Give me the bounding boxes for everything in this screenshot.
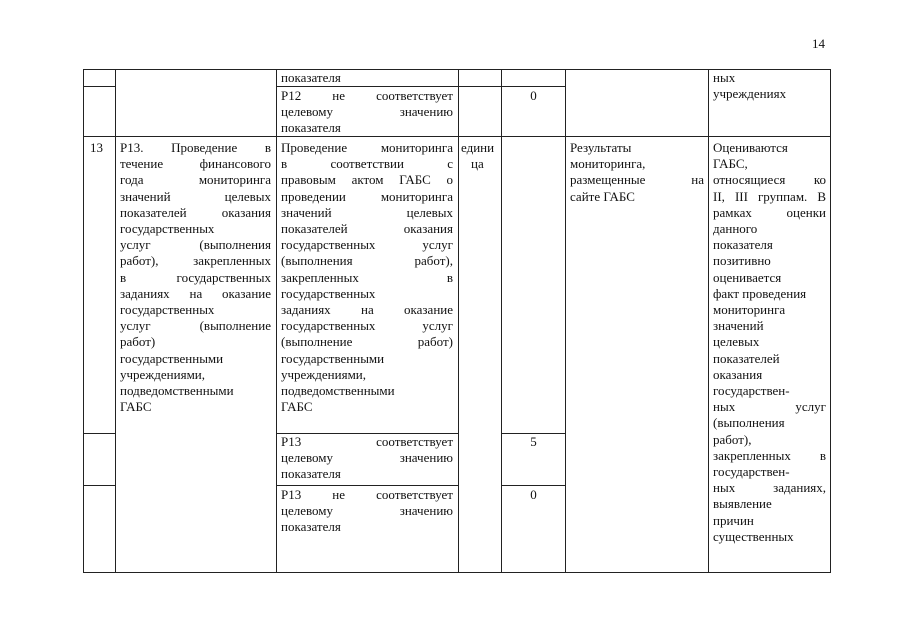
cell-line: показателя (281, 70, 341, 85)
cell-line: показателей оказания (120, 204, 271, 220)
cell-line: учреждениями, (120, 366, 206, 382)
cell-line: работ), (713, 431, 752, 447)
cell-line: (выполнения (713, 415, 785, 431)
score-cell-p13-not-meets (502, 487, 565, 503)
indicator-name-cell (120, 140, 271, 415)
cell-line: едини (461, 140, 495, 155)
cell-line: услуг (выполнения (120, 237, 271, 253)
row-divider (83, 433, 115, 434)
cell-line: государствен- (713, 464, 790, 480)
cell-line: в соответствии с (281, 156, 453, 172)
cell-line: государственными (120, 350, 224, 366)
score-value: 0 (530, 487, 537, 502)
cell-line: факт проведения (713, 285, 807, 301)
cell-line: государственных (281, 285, 376, 301)
cell-line: Оцениваются (713, 140, 788, 155)
cell-line: подведомственными (281, 383, 395, 399)
row-divider (83, 485, 115, 486)
cell-line: государственных (120, 221, 215, 237)
comment-cell (713, 140, 826, 545)
cell-line: государственных услуг (281, 237, 453, 253)
cell-line: показателя (713, 237, 773, 253)
column-divider (115, 69, 116, 573)
cell-line: проведении мониторинга (281, 188, 453, 204)
cell-line: ных (713, 70, 736, 85)
cell-line: заданиях на оказание (281, 302, 453, 318)
cell-line: II, III группам. В (713, 188, 826, 204)
cell-line: Проведение мониторинга (281, 140, 453, 155)
cell-line: закрепленных в (281, 269, 453, 285)
cell-line: данного (713, 221, 758, 237)
cell-line: заданиях на оказание (120, 285, 271, 301)
cell-line: Р13 не соответствует (281, 487, 453, 502)
cell-line: показателей оказания (281, 221, 453, 237)
cell-line: показателя (281, 466, 341, 482)
cell-line: целевому значению (281, 104, 453, 120)
cell-line: размещенные на (570, 172, 704, 188)
table-border-left (83, 69, 84, 573)
cell-line: в государственных (120, 269, 271, 285)
column-divider (458, 69, 459, 573)
cell-line: ГАБС (120, 399, 152, 415)
cell-line: целевому значению (281, 450, 453, 466)
cell-line: правовым актом ГАБС о (281, 172, 453, 188)
cell-line: работ), закрепленных (120, 253, 271, 269)
column-divider (708, 69, 709, 573)
cell-line: мониторинга, (570, 156, 646, 172)
score-value: 5 (530, 434, 537, 449)
cell-line: ГАБС (281, 399, 313, 415)
criteria-cell-p13-meets (281, 434, 453, 483)
criteria-cell-p13-not-meets (281, 487, 453, 536)
cell-line: Р13 соответствует (281, 434, 453, 449)
cell-line: причин (713, 512, 754, 528)
cell-line: ца (471, 156, 484, 172)
cell-line: ГАБС, (713, 156, 748, 172)
cell-line: существенных (713, 528, 794, 544)
cell-line: оценивается (713, 269, 782, 285)
score-value: 0 (530, 88, 537, 103)
row-divider (501, 485, 565, 486)
criteria-cell-continued (281, 70, 453, 86)
cell-line: ных заданиях, (713, 480, 826, 496)
comment-cell-continued (713, 70, 827, 102)
row-divider (83, 136, 831, 137)
cell-line: подведомственными (120, 383, 234, 399)
cell-line: (выполнение работ) (281, 334, 453, 350)
cell-line: учреждениями, (281, 366, 367, 382)
cell-line: услуг (выполнение (120, 318, 271, 334)
cell-line: сайте ГАБС (570, 188, 635, 204)
cell-line: государственными (281, 350, 385, 366)
cell-line: (выполнения работ), (281, 253, 453, 269)
score-cell-p12 (502, 88, 565, 104)
cell-line: относящиеся ко (713, 172, 826, 188)
score-cell-p13-meets (502, 434, 565, 450)
cell-line: целевых (713, 334, 760, 350)
cell-line: показателя (281, 120, 341, 136)
cell-line: государственных услуг (281, 318, 453, 334)
cell-line: Р12 не соответствует (281, 88, 453, 103)
criteria-cell-p12 (281, 88, 453, 137)
cell-line: значений (713, 318, 764, 334)
cell-line: значений целевых (281, 204, 453, 220)
cell-line: выявление (713, 496, 772, 512)
page-number: 14 (812, 36, 825, 51)
cell-line: учреждениях (713, 86, 787, 102)
cell-line: Результаты (570, 140, 632, 155)
table-border-right (830, 69, 831, 573)
cell-line: государственных (120, 302, 215, 318)
row-divider (83, 86, 115, 87)
column-divider (276, 69, 277, 573)
cell-line: рамках оценки (713, 204, 826, 220)
cell-line: оказания (713, 366, 763, 382)
table-border-bottom (83, 572, 831, 573)
column-divider (565, 69, 566, 573)
cell-line: течение финансового (120, 156, 271, 172)
source-cell (570, 140, 704, 205)
cell-line: показателей (713, 350, 780, 366)
cell-line: мониторинга (713, 302, 786, 318)
cell-line: позитивно (713, 253, 771, 269)
cell-line: работ) (120, 334, 156, 350)
cell-line: года мониторинга (120, 172, 271, 188)
cell-line: показателя (281, 519, 341, 535)
cell-line: государствен- (713, 383, 790, 399)
criteria-cell-p13 (281, 140, 453, 415)
cell-line: Р13. Проведение в (120, 140, 271, 155)
cell-line: целевому значению (281, 503, 453, 519)
unit-cell (461, 140, 501, 172)
cell-line: закрепленных в (713, 447, 826, 463)
row-divider (276, 485, 458, 486)
cell-line: ных услуг (713, 399, 826, 415)
cell-line: значений целевых (120, 188, 271, 204)
row-number: 13 (90, 140, 103, 155)
